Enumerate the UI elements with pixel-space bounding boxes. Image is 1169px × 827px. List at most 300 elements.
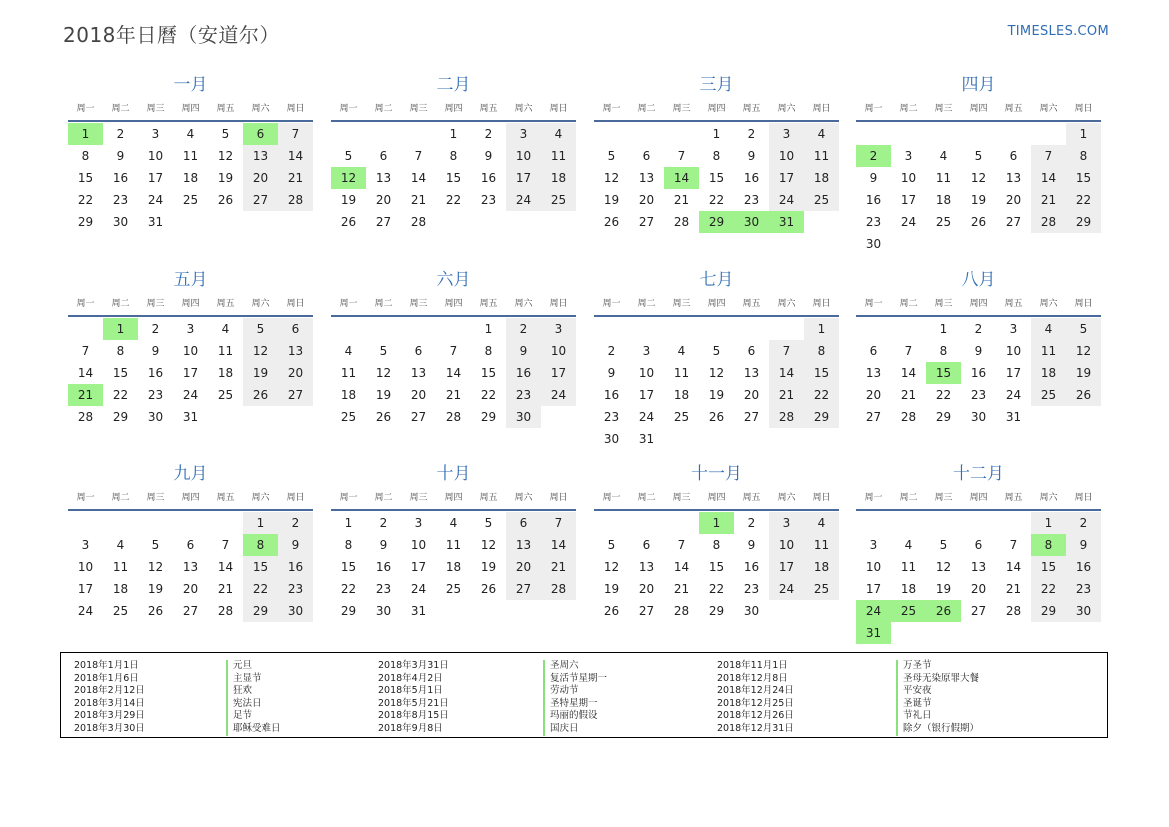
day-cell: 9	[116, 149, 125, 163]
day-grid	[68, 123, 313, 233]
day-cell: 3	[414, 516, 423, 530]
day-cell: 28	[673, 215, 690, 229]
day-cell-empty	[891, 512, 926, 534]
day-cell: 20	[743, 388, 760, 402]
day-cell: 23	[1066, 578, 1101, 600]
day-cell: 30	[743, 604, 760, 618]
weekday-label: 周二	[111, 104, 130, 114]
day-cell: 26	[603, 215, 620, 229]
day-cell: 19	[375, 388, 392, 402]
day-cell: 18	[1031, 362, 1066, 384]
day-grid	[856, 512, 1101, 644]
day-cell: 26	[970, 215, 987, 229]
day-cell: 14	[673, 560, 690, 574]
weekday-label: 周五	[479, 104, 498, 114]
day-cell: 4	[541, 123, 576, 145]
weekday-label: 周二	[374, 104, 393, 114]
weekday-label: 周四	[707, 299, 726, 309]
day-cell: 8	[344, 538, 353, 552]
day-cell: 26	[340, 215, 357, 229]
month-name: 四月	[961, 75, 996, 95]
day-cell: 5	[344, 149, 353, 163]
day-cell: 2	[974, 322, 983, 336]
day-cell: 20	[638, 582, 655, 596]
day-cell: 17	[77, 582, 94, 596]
day-cell: 23	[970, 388, 987, 402]
day-grid	[68, 318, 313, 428]
day-cell: 30	[506, 406, 541, 428]
day-cell: 6	[414, 344, 423, 358]
day-grid	[594, 123, 839, 233]
day-cell: 31	[410, 604, 427, 618]
day-cell: 9	[506, 340, 541, 362]
day-cell: 18	[804, 167, 839, 189]
day-cell: 1	[1066, 123, 1101, 145]
weekday-label: 周日	[286, 493, 305, 503]
day-cell: 23	[480, 193, 497, 207]
holiday-day-cell: 14	[664, 167, 699, 189]
day-cell: 29	[243, 600, 278, 622]
day-cell: 31	[1005, 410, 1022, 424]
weekday-label: 周六	[251, 104, 270, 114]
day-cell: 16	[278, 556, 313, 578]
day-cell: 29	[804, 406, 839, 428]
day-cell: 29	[708, 604, 725, 618]
legend-holiday-name: 元旦	[226, 660, 281, 673]
weekday-label: 周五	[479, 299, 498, 309]
day-cell: 24	[182, 388, 199, 402]
day-cell: 11	[112, 560, 129, 574]
weekday-label: 周三	[146, 299, 165, 309]
day-cell: 6	[278, 318, 313, 340]
legend-date: 2018年5月21日	[378, 697, 449, 709]
day-cell: 13	[243, 145, 278, 167]
legend-date: 2018年12月8日	[717, 672, 788, 684]
weekday-label: 周日	[286, 299, 305, 309]
day-cell: 13	[375, 171, 392, 185]
weekday-label: 周五	[216, 104, 235, 114]
day-cell: 22	[77, 193, 94, 207]
day-cell: 15	[480, 366, 497, 380]
day-cell: 17	[1005, 366, 1022, 380]
legend-holiday-name: 主显节	[226, 673, 281, 686]
day-cell: 12	[147, 560, 164, 574]
day-cell-empty	[734, 318, 769, 340]
day-cell: 2	[278, 512, 313, 534]
day-cell: 25	[673, 410, 690, 424]
holiday-day-cell: 6	[243, 123, 278, 145]
day-cell-empty	[1031, 123, 1066, 145]
day-cell: 27	[182, 604, 199, 618]
day-cell: 18	[217, 366, 234, 380]
day-cell: 28	[900, 410, 917, 424]
day-cell: 17	[900, 193, 917, 207]
day-cell: 7	[1009, 538, 1018, 552]
day-cell: 25	[217, 388, 234, 402]
weekday-label: 周一	[602, 493, 621, 503]
month-name: 一月	[173, 75, 208, 95]
page-title: 2018年日曆（安道尔）	[63, 23, 280, 47]
weekday-label: 周六	[1039, 299, 1058, 309]
weekday-label: 周四	[969, 299, 988, 309]
day-cell: 1	[449, 127, 458, 141]
weekday-label: 周三	[672, 104, 691, 114]
day-cell: 4	[449, 516, 458, 530]
legend-date: 2018年3月31日	[378, 660, 449, 671]
day-cell: 13	[970, 560, 987, 574]
day-cell: 24	[769, 578, 804, 600]
day-cell: 3	[769, 123, 804, 145]
legend-holiday-name: 足节	[226, 710, 281, 723]
day-cell-empty	[664, 318, 699, 340]
day-cell: 29	[935, 410, 952, 424]
day-cell: 12	[970, 171, 987, 185]
day-cell: 24	[638, 410, 655, 424]
month-name: 十月	[436, 464, 471, 484]
weekday-label: 周四	[707, 493, 726, 503]
day-cell: 26	[1066, 384, 1101, 406]
day-cell: 20	[410, 388, 427, 402]
day-cell: 9	[1066, 534, 1101, 556]
month-name: 七月	[699, 270, 734, 290]
day-cell: 29	[1066, 211, 1101, 233]
day-cell: 11	[445, 538, 462, 552]
day-cell: 27	[278, 384, 313, 406]
day-cell: 11	[804, 534, 839, 556]
day-cell: 30	[278, 600, 313, 622]
day-cell: 23	[603, 410, 620, 424]
day-cell: 23	[506, 384, 541, 406]
day-cell: 24	[410, 582, 427, 596]
day-cell: 6	[379, 149, 388, 163]
day-cell: 11	[340, 366, 357, 380]
weekday-label: 周二	[899, 299, 918, 309]
weekday-header	[68, 487, 313, 511]
day-cell: 11	[541, 145, 576, 167]
month-9	[68, 461, 313, 622]
day-cell: 25	[340, 410, 357, 424]
day-cell: 20	[970, 582, 987, 596]
legend-date: 2018年12月26日	[717, 710, 794, 722]
day-cell: 7	[81, 344, 90, 358]
legend-names-column	[226, 660, 281, 736]
legend-date: 2018年12月25日	[717, 697, 794, 709]
day-cell: 22	[243, 578, 278, 600]
weekday-label: 周三	[672, 299, 691, 309]
day-cell: 2	[484, 127, 493, 141]
legend-holiday-name: 复活节星期一	[543, 673, 607, 686]
day-cell: 20	[865, 388, 882, 402]
day-cell: 21	[278, 167, 313, 189]
day-cell: 25	[935, 215, 952, 229]
day-cell: 20	[278, 362, 313, 384]
weekday-label: 周六	[1039, 104, 1058, 114]
weekday-header	[594, 487, 839, 511]
day-cell: 15	[445, 171, 462, 185]
day-cell: 4	[116, 538, 125, 552]
day-cell: 6	[1009, 149, 1018, 163]
day-cell: 24	[506, 189, 541, 211]
day-cell: 17	[182, 366, 199, 380]
weekday-label: 周五	[1004, 493, 1023, 503]
weekday-header	[68, 293, 313, 317]
month-7	[594, 267, 839, 450]
month-11	[594, 461, 839, 622]
day-cell: 4	[904, 538, 913, 552]
day-cell: 1	[712, 127, 721, 141]
day-cell: 28	[410, 215, 427, 229]
day-cell: 28	[1005, 604, 1022, 618]
day-cell: 25	[804, 189, 839, 211]
day-cell: 12	[603, 171, 620, 185]
day-cell: 10	[506, 145, 541, 167]
weekday-label: 周日	[812, 493, 831, 503]
weekday-label: 周三	[672, 493, 691, 503]
legend-holiday-name: 圣母无染原罪大餐	[896, 673, 979, 686]
day-cell: 11	[804, 145, 839, 167]
day-cell: 8	[712, 538, 721, 552]
day-cell: 19	[243, 362, 278, 384]
day-cell: 12	[603, 560, 620, 574]
day-cell-empty	[699, 318, 734, 340]
weekday-label: 周日	[1074, 493, 1093, 503]
day-cell: 23	[743, 582, 760, 596]
day-cell: 13	[506, 534, 541, 556]
day-cell: 26	[243, 384, 278, 406]
weekday-label: 周四	[969, 104, 988, 114]
day-cell: 24	[769, 189, 804, 211]
holiday-day-cell: 15	[926, 362, 961, 384]
day-cell: 15	[340, 560, 357, 574]
weekday-label: 周一	[76, 104, 95, 114]
day-cell: 6	[186, 538, 195, 552]
day-cell: 8	[484, 344, 493, 358]
day-cell: 27	[638, 215, 655, 229]
day-cell: 14	[541, 534, 576, 556]
weekday-label: 周四	[181, 493, 200, 503]
day-cell: 16	[480, 171, 497, 185]
day-cell: 5	[243, 318, 278, 340]
day-cell: 15	[243, 556, 278, 578]
weekday-label: 周四	[444, 493, 463, 503]
day-cell: 26	[603, 604, 620, 618]
day-cell: 4	[1031, 318, 1066, 340]
day-cell: 30	[970, 410, 987, 424]
day-cell: 4	[344, 344, 353, 358]
day-cell: 30	[147, 410, 164, 424]
legend-date: 2018年12月24日	[717, 685, 794, 697]
holiday-day-cell: 26	[926, 600, 961, 622]
weekday-label: 周三	[409, 104, 428, 114]
day-cell: 9	[151, 344, 160, 358]
day-cell: 9	[379, 538, 388, 552]
day-cell-empty	[366, 123, 401, 145]
month-name: 三月	[699, 75, 734, 95]
day-cell-empty	[594, 123, 629, 145]
legend-holiday-name: 劳动节	[543, 685, 607, 698]
day-cell: 22	[340, 582, 357, 596]
day-cell-empty	[664, 512, 699, 534]
month-name: 五月	[173, 270, 208, 290]
day-cell: 22	[112, 388, 129, 402]
day-cell: 19	[970, 193, 987, 207]
day-cell: 28	[217, 604, 234, 618]
day-cell: 27	[410, 410, 427, 424]
day-cell-empty	[996, 512, 1031, 534]
day-cell: 15	[112, 366, 129, 380]
day-cell-empty	[629, 123, 664, 145]
weekday-header	[856, 98, 1101, 122]
day-cell: 13	[638, 171, 655, 185]
day-cell: 28	[278, 189, 313, 211]
weekday-label: 周五	[216, 493, 235, 503]
day-cell: 7	[677, 149, 686, 163]
holiday-day-cell: 24	[856, 600, 891, 622]
day-cell: 10	[182, 344, 199, 358]
day-cell: 24	[1005, 388, 1022, 402]
legend-dates-column	[717, 660, 794, 736]
day-cell: 27	[506, 578, 541, 600]
weekday-label: 周一	[602, 299, 621, 309]
legend-holiday-name: 圣诞节	[896, 698, 979, 711]
day-cell: 21	[541, 556, 576, 578]
day-cell: 10	[865, 560, 882, 574]
holiday-day-cell: 12	[331, 167, 366, 189]
weekday-label: 周一	[76, 299, 95, 309]
day-cell: 7	[769, 340, 804, 362]
weekday-header	[331, 293, 576, 317]
month-8	[856, 267, 1101, 428]
weekday-header	[856, 487, 1101, 511]
day-cell: 21	[673, 193, 690, 207]
day-cell: 21	[673, 582, 690, 596]
month-name: 九月	[173, 464, 208, 484]
weekday-label: 周六	[251, 299, 270, 309]
day-cell-empty	[401, 318, 436, 340]
weekday-label: 周四	[707, 104, 726, 114]
legend-date: 2018年3月14日	[74, 697, 145, 709]
day-cell: 17	[638, 388, 655, 402]
holiday-day-cell: 2	[856, 145, 891, 167]
day-cell: 24	[900, 215, 917, 229]
day-cell: 9	[278, 534, 313, 556]
day-cell: 8	[939, 344, 948, 358]
month-1	[68, 72, 313, 233]
day-cell: 8	[116, 344, 125, 358]
weekday-label: 周日	[812, 299, 831, 309]
day-cell: 12	[708, 366, 725, 380]
day-cell: 25	[112, 604, 129, 618]
month-5	[68, 267, 313, 428]
day-cell: 31	[638, 432, 655, 446]
weekday-label: 周六	[777, 104, 796, 114]
day-cell-empty	[629, 318, 664, 340]
day-cell: 5	[379, 344, 388, 358]
day-cell-empty	[331, 318, 366, 340]
day-cell: 19	[1066, 362, 1101, 384]
month-6	[331, 267, 576, 428]
day-cell: 13	[638, 560, 655, 574]
weekday-label: 周四	[181, 299, 200, 309]
day-cell: 24	[541, 384, 576, 406]
day-cell: 26	[708, 410, 725, 424]
day-cell-empty	[68, 512, 103, 534]
day-cell: 22	[445, 193, 462, 207]
day-cell: 16	[865, 193, 882, 207]
day-cell: 6	[642, 149, 651, 163]
month-2	[331, 72, 576, 233]
day-cell-empty	[891, 123, 926, 145]
day-cell: 11	[182, 149, 199, 163]
day-cell: 11	[900, 560, 917, 574]
day-cell: 5	[484, 516, 493, 530]
legend-holiday-name: 圣周六	[543, 660, 607, 673]
day-cell: 9	[607, 366, 616, 380]
weekday-label: 周日	[549, 104, 568, 114]
day-cell: 14	[769, 362, 804, 384]
month-10	[331, 461, 576, 622]
day-cell: 12	[243, 340, 278, 362]
day-cell: 14	[1005, 560, 1022, 574]
day-grid	[331, 318, 576, 428]
day-cell: 20	[638, 193, 655, 207]
day-cell: 5	[939, 538, 948, 552]
day-cell: 25	[541, 189, 576, 211]
legend-date: 2018年11月1日	[717, 660, 788, 671]
day-cell: 18	[182, 171, 199, 185]
day-cell: 16	[112, 171, 129, 185]
day-cell: 18	[541, 167, 576, 189]
day-cell: 5	[221, 127, 230, 141]
weekday-label: 周日	[549, 493, 568, 503]
day-cell: 22	[804, 384, 839, 406]
day-cell: 5	[151, 538, 160, 552]
day-cell: 14	[217, 560, 234, 574]
holiday-day-cell: 1	[103, 318, 138, 340]
day-cell: 24	[147, 193, 164, 207]
legend-date: 2018年1月6日	[74, 672, 139, 684]
weekday-label: 周日	[1074, 299, 1093, 309]
weekday-label: 周五	[742, 493, 761, 503]
legend-date: 2018年5月1日	[378, 685, 443, 697]
site-link[interactable]: TIMESLES.COM	[1007, 24, 1109, 39]
day-cell: 3	[869, 538, 878, 552]
day-cell: 27	[1005, 215, 1022, 229]
day-cell: 13	[743, 366, 760, 380]
day-cell: 7	[278, 123, 313, 145]
day-cell: 14	[77, 366, 94, 380]
day-cell-empty	[401, 123, 436, 145]
day-cell: 1	[939, 322, 948, 336]
day-cell: 2	[506, 318, 541, 340]
day-cell: 29	[340, 604, 357, 618]
day-cell: 29	[1031, 600, 1066, 622]
day-cell: 12	[217, 149, 234, 163]
legend-names-column	[896, 660, 979, 736]
holiday-day-cell: 21	[68, 384, 103, 406]
day-cell: 11	[935, 171, 952, 185]
day-cell: 10	[769, 534, 804, 556]
day-cell: 13	[182, 560, 199, 574]
day-cell: 22	[480, 388, 497, 402]
day-cell: 19	[480, 560, 497, 574]
day-cell: 10	[1005, 344, 1022, 358]
legend-date: 2018年3月29日	[74, 710, 145, 722]
legend-holiday-name: 除夕（银行假期）	[896, 723, 979, 736]
day-cell: 12	[1066, 340, 1101, 362]
day-cell: 21	[900, 388, 917, 402]
weekday-label: 周三	[409, 493, 428, 503]
